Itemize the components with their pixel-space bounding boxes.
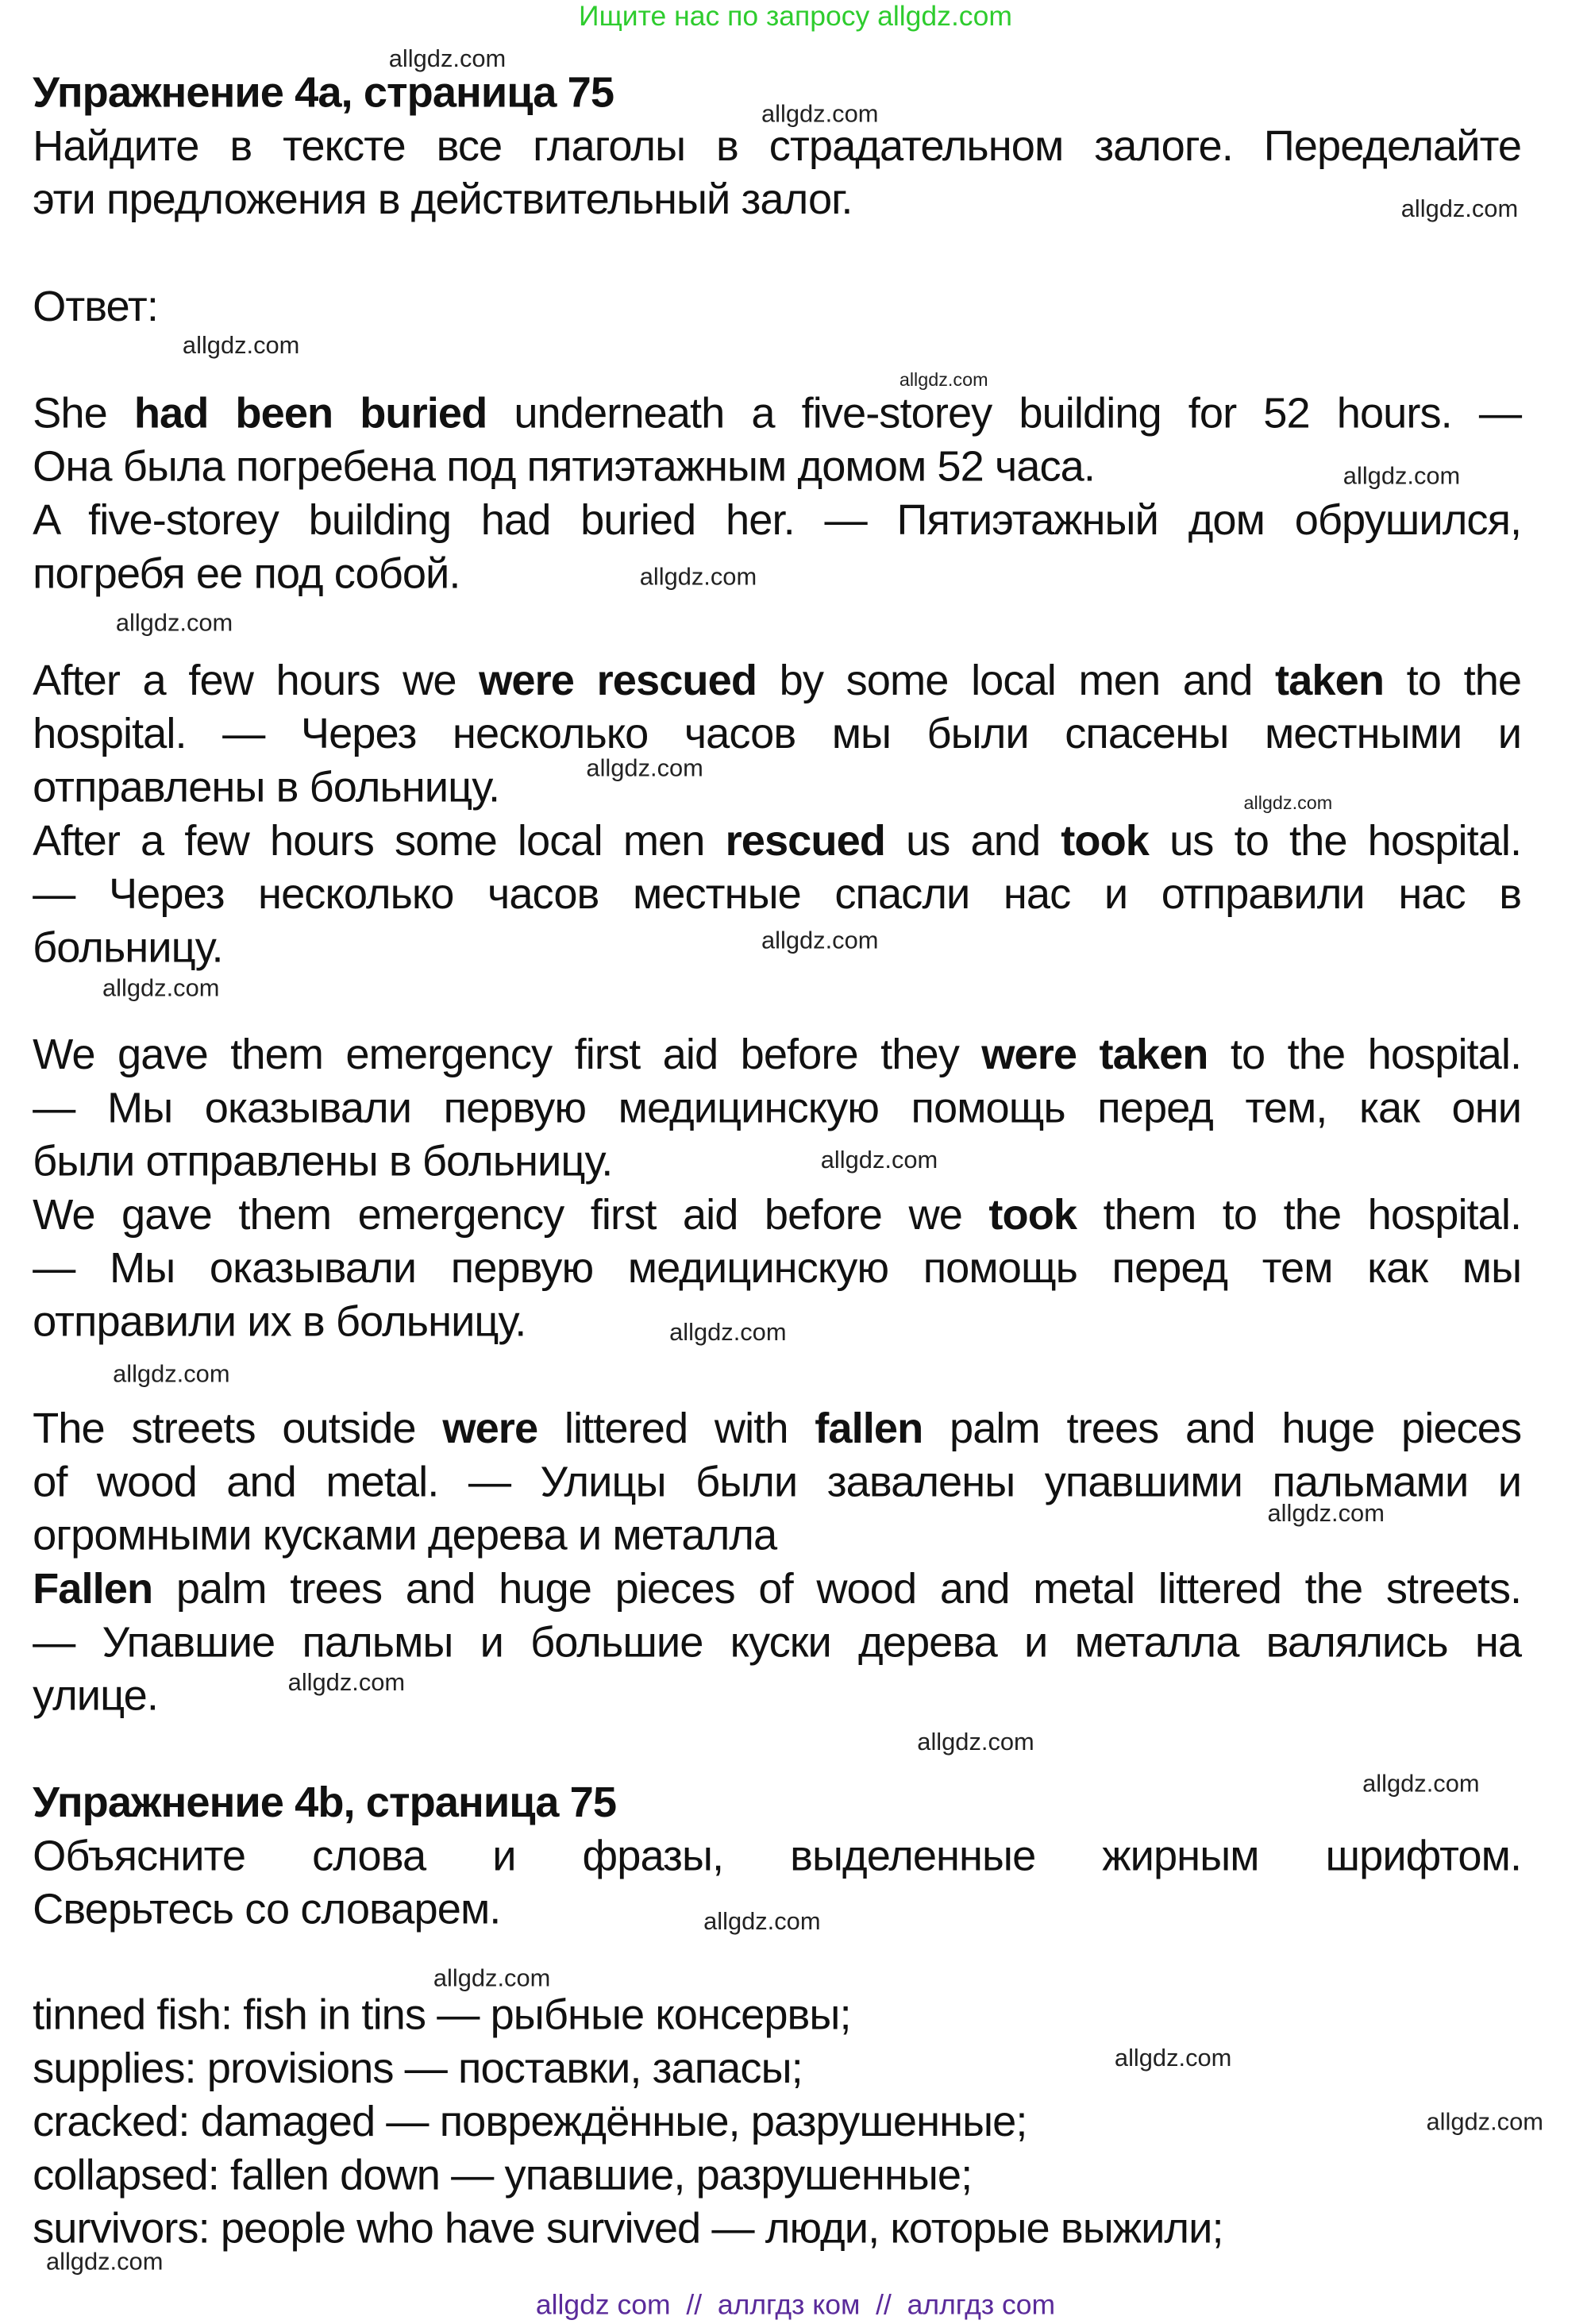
text-segment: palm trees and huge pieces of wood and metal littered the streets.: [152, 1566, 1522, 1614]
watermark: allgdz.com: [586, 755, 703, 783]
watermark: allgdz.com: [433, 1965, 551, 1992]
watermark: allgdz.com: [388, 45, 507, 73]
watermark: allgdz.com: [1426, 2109, 1543, 2137]
bold-verb: Fallen: [33, 1566, 153, 1614]
watermark: allgdz.com: [761, 927, 879, 955]
text-line: [33, 1563, 1521, 1616]
text-line: [33, 869, 1521, 922]
text-line: [33, 708, 1521, 761]
text-segment: to the: [1384, 657, 1522, 705]
text-segment: улице.: [33, 1672, 159, 1721]
text-segment: We gave them emergency first aid before we: [33, 1192, 989, 1239]
text-line: [33, 2203, 1521, 2256]
text-segment: After a few hours we: [33, 657, 480, 705]
text-segment: Найдите в тексте все глаголы в страдательном залоге. Переделайте: [33, 123, 1522, 171]
watermark: allgdz.com: [639, 564, 757, 592]
text-line: [33, 2042, 1521, 2095]
text-line: [33, 548, 1521, 601]
watermark: allgdz.com: [1114, 2045, 1232, 2072]
text-segment: of wood and metal. — Улицы были завалены упавшими пальмами и: [33, 1459, 1522, 1507]
bold-verb: were rescued: [479, 657, 757, 705]
text-segment: Упражнение 4а, страница 75: [33, 69, 614, 118]
text-segment: She: [33, 390, 134, 438]
text-line: [33, 1028, 1521, 1081]
text-segment: tinned fish: fish in tins — рыбные консервы;: [33, 1991, 851, 2040]
text-segment: отправлены в больницу.: [33, 764, 500, 812]
watermark: allgdz.com: [1400, 195, 1519, 223]
text-segment: — Упавшие пальмы и большие куски дерева и металла валялись на: [33, 1619, 1522, 1667]
bold-verb: took: [1061, 818, 1150, 865]
watermark: allgdz.com: [1343, 463, 1461, 490]
text-segment: After a few hours some local men: [33, 818, 726, 865]
text-segment: — Через несколько часов местные спасли нас и отправили нас в: [33, 871, 1522, 919]
text-segment: Сверьтесь со словарем.: [33, 1887, 501, 1934]
watermark: allgdz.com: [669, 1319, 787, 1347]
text-segment: были отправлены в больницу.: [33, 1138, 613, 1186]
watermark: allgdz.com: [1267, 1500, 1385, 1528]
text-segment: us to the hospital.: [1149, 818, 1522, 865]
text-line: [33, 174, 1521, 227]
text-segment: cracked: damaged — повреждённые, разрушенные;: [33, 2099, 1027, 2147]
bold-verb: took: [988, 1192, 1077, 1239]
section-heading: [33, 1777, 1521, 1830]
watermark: allgdz.com: [1243, 792, 1333, 814]
watermark: allgdz.com: [1362, 1771, 1480, 1798]
watermark: allgdz.com: [102, 975, 220, 1002]
text-line: [33, 387, 1521, 441]
text-segment: погребя ее под собой.: [33, 550, 460, 599]
text-segment: survivors: people who have survived — люди, которые выжили;: [33, 2205, 1223, 2253]
bold-verb: taken: [1275, 657, 1385, 705]
text-line: [33, 1403, 1521, 1456]
text-segment: palm trees and huge pieces: [923, 1405, 1522, 1454]
text-segment: littered with: [537, 1405, 815, 1454]
text-segment: Упражнение 4b, страница 75: [33, 1779, 617, 1828]
text-segment: — Мы оказывали первую медицинскую помощь перед тем как мы: [33, 1245, 1522, 1293]
bold-verb: were taken: [981, 1031, 1208, 1080]
text-segment: Объясните слова и фразы, выделенные жирным шрифтом.: [33, 1833, 1522, 1881]
bold-verb: were: [442, 1405, 538, 1454]
text-line: [33, 2149, 1521, 2203]
watermark: allgdz.com: [182, 332, 300, 360]
text-segment: The streets outside: [33, 1405, 443, 1454]
text-line: [33, 280, 1521, 333]
watermark: allgdz.com: [45, 2249, 164, 2276]
text-line: [33, 1989, 1521, 2042]
text-segment: supplies: provisions — поставки, запасы;: [33, 2045, 803, 2093]
text-segment: эти предложения в действительный залог.: [33, 176, 853, 225]
text-line: [33, 1617, 1521, 1670]
watermark: allgdz.com: [899, 369, 988, 391]
text-segment: We gave them emergency first aid before they: [33, 1031, 982, 1080]
text-segment: Она была погребена под пятиэтажным домом 52 часа.: [33, 443, 1096, 491]
bold-verb: had been buried: [133, 390, 487, 438]
text-segment: — Мы оказывали первую медицинскую помощь перед тем, как они: [33, 1085, 1522, 1133]
text-segment: them to the hospital.: [1077, 1192, 1522, 1239]
text-line: [33, 1830, 1521, 1883]
footer-links[interactable]: allgdz com // аллгдз ком // аллгдз com: [535, 2290, 1056, 2322]
text-line: [33, 1082, 1521, 1135]
search-banner[interactable]: Ищите нас по запросу allgdz.com: [579, 1, 1012, 33]
text-segment: us and: [884, 818, 1061, 865]
watermark: allgdz.com: [115, 610, 233, 637]
text-segment: Ответ:: [33, 283, 158, 331]
text-segment: by some local men and: [757, 657, 1276, 705]
bold-verb: fallen: [815, 1405, 923, 1454]
text-segment: отправили их в больницу.: [33, 1298, 526, 1347]
watermark: allgdz.com: [917, 1729, 1034, 1756]
watermark: allgdz.com: [287, 1670, 406, 1697]
text-line: [33, 441, 1521, 494]
text-line: [33, 654, 1521, 707]
text-line: [33, 815, 1521, 868]
watermark: allgdz.com: [820, 1147, 938, 1174]
watermark: allgdz.com: [113, 1361, 230, 1388]
text-line: [33, 2096, 1521, 2149]
text-segment: underneath a five-storey building for 52 hours. —: [487, 390, 1522, 438]
bold-verb: rescued: [725, 818, 885, 865]
text-line: [33, 495, 1521, 548]
text-segment: collapsed: fallen down — упавшие, разрушенные;: [33, 2152, 973, 2200]
text-segment: больницу.: [33, 924, 223, 973]
text-line: [33, 1189, 1521, 1242]
text-segment: hospital. — Через несколько часов мы были спасены местными и: [33, 711, 1522, 759]
text-segment: to the hospital.: [1208, 1031, 1522, 1080]
watermark: allgdz.com: [703, 1909, 821, 1936]
text-segment: A five-storey building had buried her. — Пятиэтажный дом обрушился,: [33, 497, 1522, 545]
text-line: [33, 1243, 1521, 1296]
text-segment: огромными кусками дерева и металла: [33, 1512, 777, 1560]
watermark: allgdz.com: [761, 101, 879, 128]
text-line: [33, 1670, 1521, 1723]
text-line: [33, 1135, 1521, 1189]
